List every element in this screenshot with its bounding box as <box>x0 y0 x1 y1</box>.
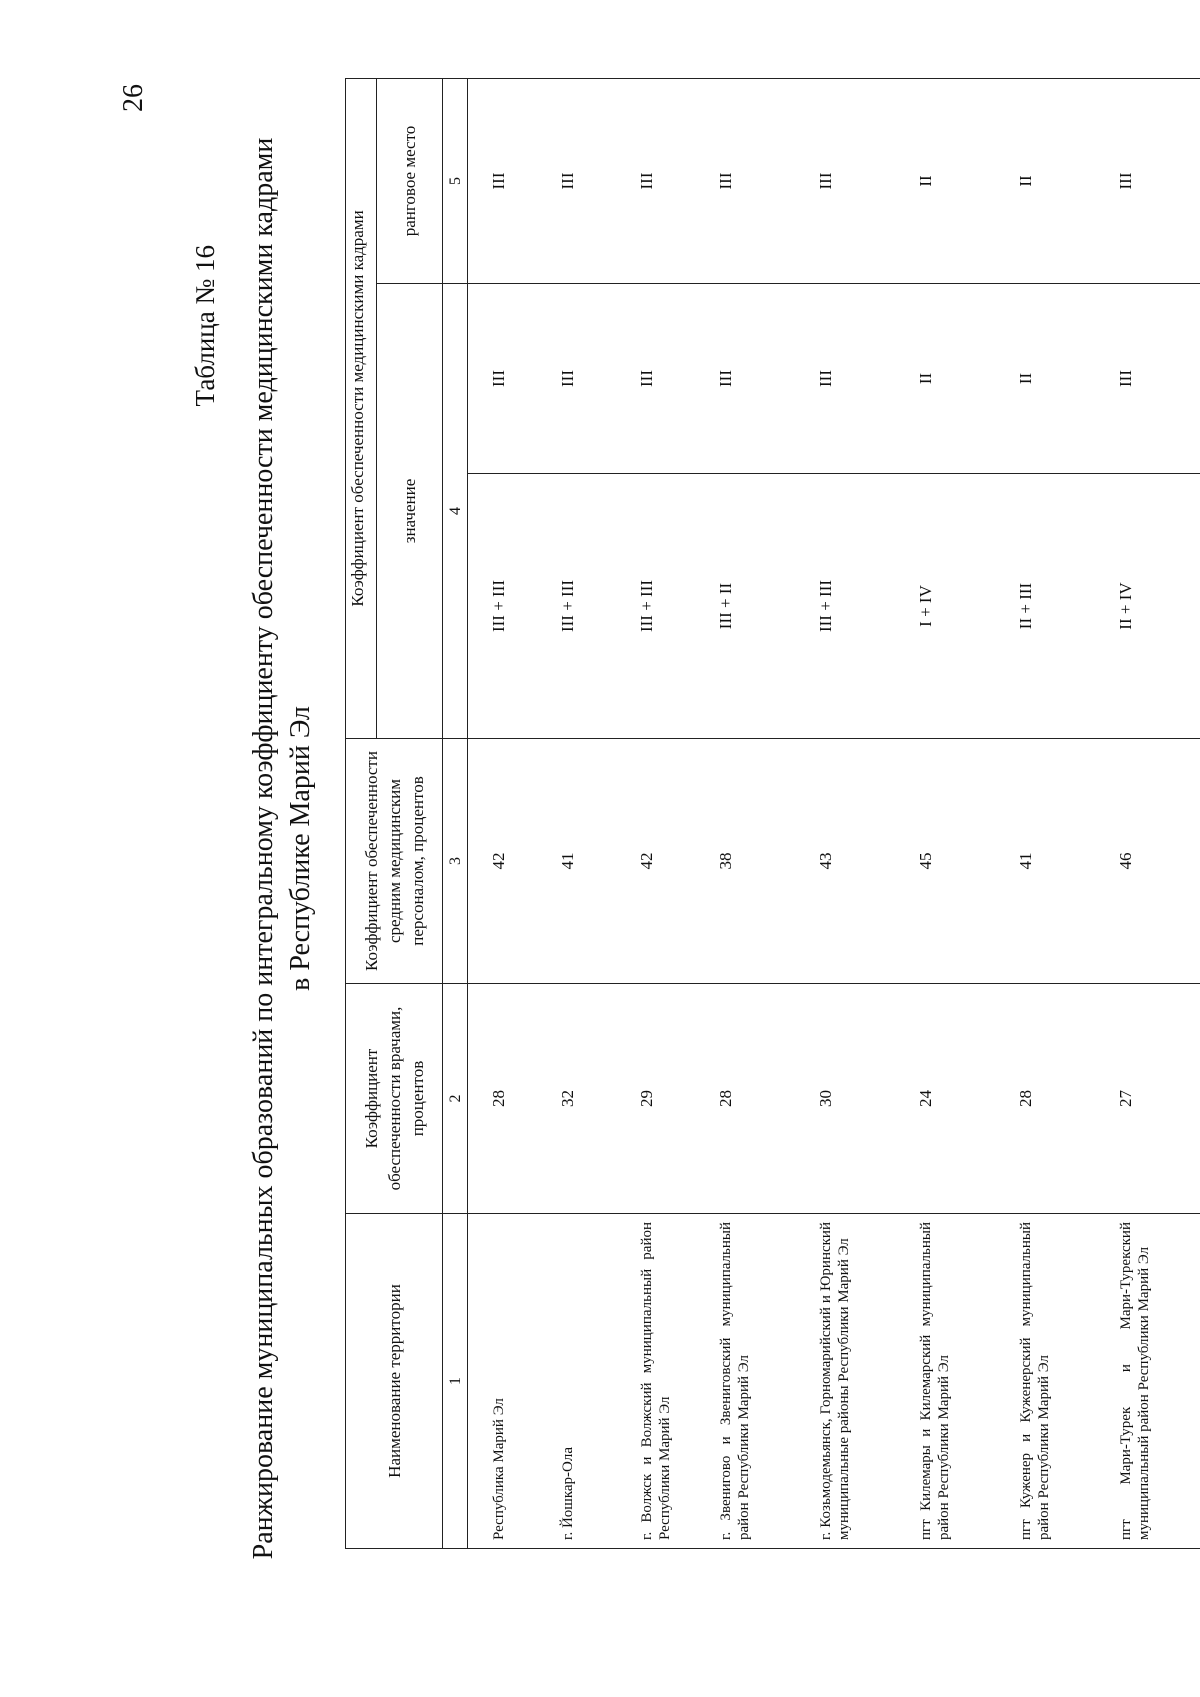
table-row <box>626 78 705 1548</box>
table-row <box>705 78 805 1548</box>
territory-name: г. Волжск и Волжский муниципальный район Республики Марий Эл <box>626 1214 705 1549</box>
territory-name: пгт Мари-Турек и Мари-Турекский муниципальный район Республики Марий Эл <box>1105 1214 1200 1549</box>
header-rank: ранговое место <box>377 78 443 283</box>
column-number: 2 <box>443 984 468 1214</box>
rank-value: III <box>626 78 705 283</box>
rank-value: III <box>705 78 805 283</box>
table-row <box>905 78 1005 1548</box>
rank-value: III <box>547 78 626 283</box>
value-result: III <box>626 284 705 474</box>
value-sum: I + IV <box>905 474 1005 739</box>
header-doctors-coefficient: Коэффициент обеспеченности врачами, процентов <box>346 984 443 1214</box>
nurses-value: 45 <box>905 739 1005 984</box>
value-sum: II + IV <box>1105 474 1200 739</box>
table-row <box>805 78 905 1548</box>
nurses-value: 38 <box>705 739 805 984</box>
table-title-line-2: в Республике Марий Эл <box>285 706 316 991</box>
territory-name: пгт Килемары и Килемарский муниципальный район Республики Марий Эл <box>905 1214 1005 1549</box>
value-sum: III + III <box>468 474 547 739</box>
header-territory: Наименование территории <box>346 1214 443 1549</box>
rank-value: III <box>805 78 905 283</box>
value-result: III <box>705 284 805 474</box>
value-result: III <box>805 284 905 474</box>
nurses-value: 42 <box>468 739 547 984</box>
territory-name: Республика Марий Эл <box>468 1214 547 1549</box>
table-row <box>1005 78 1105 1548</box>
value-result: III <box>468 284 547 474</box>
nurses-value: 41 <box>1005 739 1105 984</box>
value-sum: III + III <box>547 474 626 739</box>
nurses-value: 42 <box>626 739 705 984</box>
territory-name: г. Звенигово и Звениговский муниципальный район Республики Марий Эл <box>705 1214 805 1549</box>
value-sum: III + III <box>626 474 705 739</box>
doctors-value: 28 <box>1005 984 1105 1214</box>
header-nurses-coefficient: Коэффициент обеспеченности средним медицинским персоналом, процентов <box>346 739 443 984</box>
doctors-value: 27 <box>1105 984 1200 1214</box>
rank-value: III <box>1105 78 1200 283</box>
table-number: Таблица № 16 <box>190 245 220 407</box>
column-number: 4 <box>443 284 468 739</box>
column-number: 1 <box>443 1214 468 1549</box>
value-result: II <box>905 284 1005 474</box>
doctors-value: 28 <box>705 984 805 1214</box>
value-result: III <box>1105 284 1200 474</box>
value-sum: II + III <box>1005 474 1105 739</box>
rank-value: II <box>1005 78 1105 283</box>
rank-value: II <box>905 78 1005 283</box>
doctors-value: 29 <box>626 984 705 1214</box>
value-result: II <box>1005 284 1105 474</box>
nurses-value: 41 <box>547 739 626 984</box>
doctors-value: 32 <box>547 984 626 1214</box>
territory-name: пгт Куженер и Куженерский муниципальный район Республики Марий Эл <box>1005 1214 1105 1549</box>
nurses-value: 46 <box>1105 739 1200 984</box>
column-number: 3 <box>443 739 468 984</box>
page-number: 26 <box>118 84 149 112</box>
table-title: Ранжирование муниципальных образований по интегральному коэффициенту обеспеченности медицинскими кадрами <box>248 137 279 1560</box>
doctors-value: 24 <box>905 984 1005 1214</box>
header-value: значение <box>377 284 443 739</box>
table-row <box>547 78 626 1548</box>
nurses-value: 43 <box>805 739 905 984</box>
value-sum: III + III <box>805 474 905 739</box>
value-result: III <box>547 284 626 474</box>
territory-name: г. Йошкар-Ола <box>547 1214 626 1549</box>
column-number: 5 <box>443 78 468 283</box>
doctors-value: 28 <box>468 984 547 1214</box>
territory-name: г. Козьмодемьянск, Горномарийский и Юринский муниципальные районы Республики Марий Эл <box>805 1214 905 1549</box>
table-row <box>468 78 547 1548</box>
doctors-value: 30 <box>805 984 905 1214</box>
header-medical-staff-coefficient: Коэффициент обеспеченности медицинскими кадрами <box>346 78 377 738</box>
table-row <box>1105 78 1200 1548</box>
ranking-table <box>345 78 1200 1549</box>
rank-value: III <box>468 78 547 283</box>
value-sum: III + II <box>705 474 805 739</box>
